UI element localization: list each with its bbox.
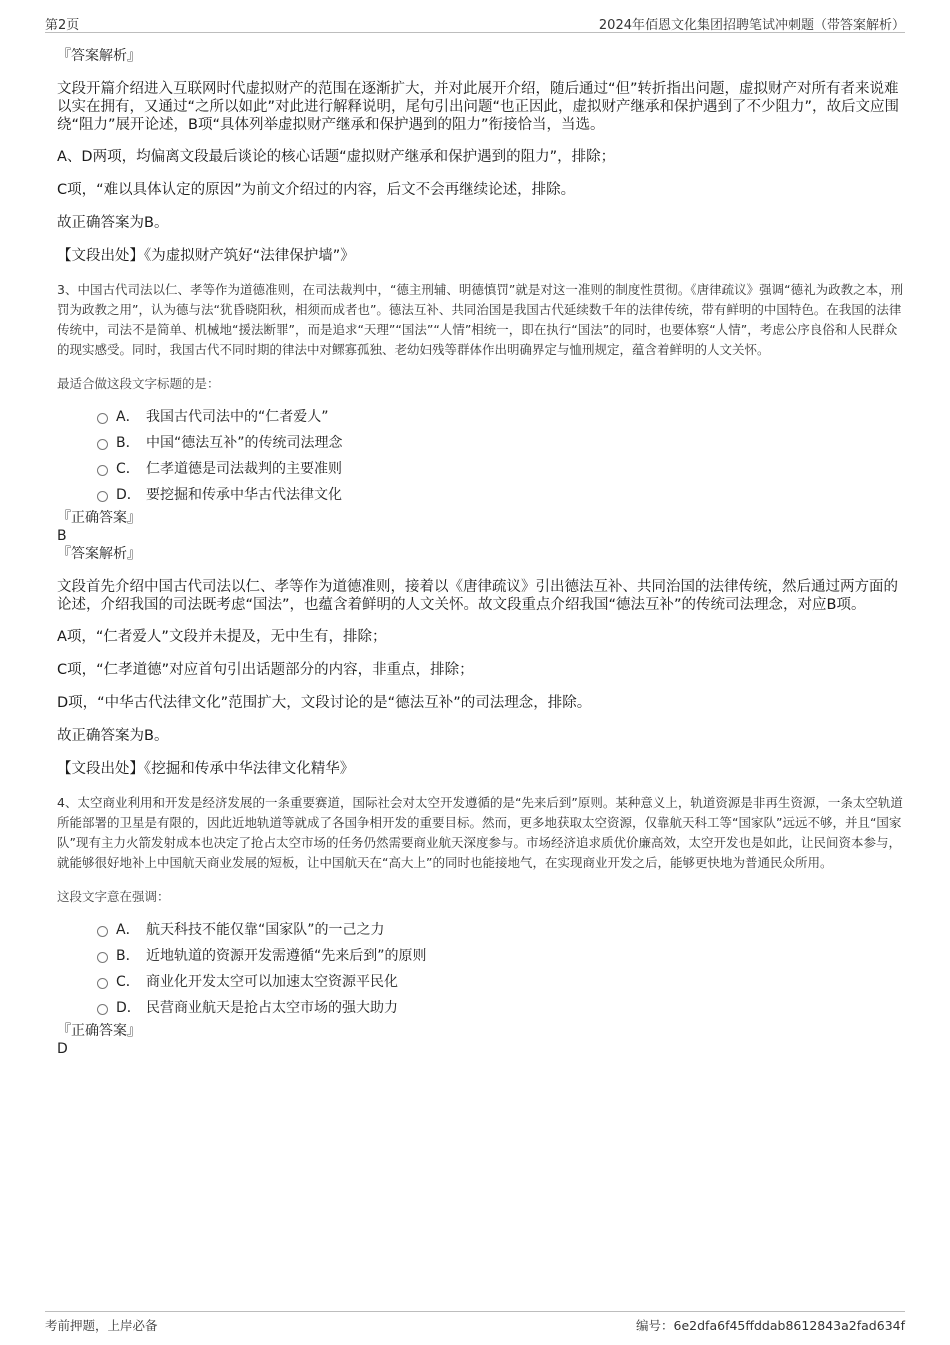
option-d[interactable]: D． 民营商业航天是抢占太空市场的强大助力	[57, 995, 905, 1021]
passage-source: 【文段出处】《为虚拟财产筑好“法律保护墙”》	[57, 248, 355, 264]
option-c[interactable]: C． 商业化开发太空可以加速太空资源平民化	[57, 969, 905, 995]
page-content	[57, 46, 905, 1057]
analysis-point: C项，“难以具体认定的原因”为前文介绍过的内容，后文不会再继续论述，排除。	[57, 182, 576, 198]
correct-answer: D	[57, 1041, 68, 1057]
answer-title: 『正确答案』	[57, 1023, 141, 1039]
document-code: 编号：6e2dfa6f45ffddab8612843a2fad634f	[636, 1318, 905, 1333]
analysis-point: D项，“中华古代法律文化”范围扩大，文段讨论的是“德法互补”的司法理念，排除。	[57, 695, 592, 711]
passage-source: 【文段出处】《挖掘和传承中华法律文化精华》	[57, 761, 355, 777]
page-number: 第2页	[45, 18, 80, 33]
radio-icon[interactable]	[97, 926, 108, 937]
radio-icon[interactable]	[97, 465, 108, 476]
page-footer	[45, 1311, 905, 1336]
page-header	[45, 10, 905, 33]
footer-slogan: 考前押题，上岸必备	[45, 1318, 158, 1333]
radio-icon[interactable]	[97, 439, 108, 450]
radio-icon[interactable]	[97, 1004, 108, 1015]
analysis-paragraph: 文段首先介绍中国古代司法以仁、孝等作为道德准则，接着以《唐律疏议》引出德法互补、共同治国的法律传统，然后通过两方面的论述，介绍我国的司法既考虑“国法”，也蕴含着鲜明的人文关怀。故文段重点介绍我国“德法互补”的传统司法理念，对应B项。	[57, 579, 898, 613]
radio-icon[interactable]	[97, 978, 108, 989]
option-a[interactable]: A． 我国古代司法中的“仁者爱人”	[57, 404, 905, 430]
radio-icon[interactable]	[97, 952, 108, 963]
option-list	[57, 917, 905, 1021]
option-c[interactable]: C． 仁孝道德是司法裁判的主要准则	[57, 456, 905, 482]
radio-icon[interactable]	[97, 491, 108, 502]
analysis-point: C项，“仁孝道德”对应首句引出话题部分的内容，非重点，排除；	[57, 662, 474, 678]
question-prompt: 最适合做这段文字标题的是：	[57, 376, 220, 391]
option-list	[57, 404, 905, 508]
question-text: 3、中国古代司法以仁、孝等作为道德准则，在司法裁判中，“德主刑辅、明德慎罚”就是对这一准则的制度性贯彻。《唐律疏议》强调“德礼为政教之本，刑罚为政教之用”，认为德与法“犹昏晓阳秋，相须而成者也”。德法互补、共同治国是我国古代延续数千年的法律传统，带有鲜明的中国特色。在我国的法律传统中，司法不是简单、机械地“援法断罪”，而是追求“天理”“国法”“人情”相统一，即在执行“国法”的同时，也要体察“人情”，考虑公序良俗和人民群众的现实感受。同时，我国古代不同时期的律法中对鳏寡孤独、老幼妇残等群体作出明确界定与恤刑规定，蕴含着鲜明的人文关怀。	[57, 282, 904, 357]
radio-icon[interactable]	[97, 413, 108, 424]
question-prompt: 这段文字意在强调：	[57, 889, 170, 904]
option-b[interactable]: B． 中国“德法互补”的传统司法理念	[57, 430, 905, 456]
analysis-title: 『答案解析』	[57, 48, 141, 64]
answer-title: 『正确答案』	[57, 510, 141, 526]
analysis-point: A、D两项，均偏离文段最后谈论的核心话题“虚拟财产继承和保护遇到的阻力”，排除；	[57, 149, 616, 165]
document-title: 2024年佰恩文化集团招聘笔试冲刺题（带答案解析）	[598, 18, 905, 33]
option-b[interactable]: B． 近地轨道的资源开发需遵循“先来后到”的原则	[57, 943, 905, 969]
analysis-paragraph: 文段开篇介绍进入互联网时代虚拟财产的范围在逐渐扩大，并对此展开介绍，随后通过“但”转折指出问题，虚拟财产对所有者来说难以实在拥有，又通过“之所以如此”对此进行解释说明，尾句引出问题“也正因此，虚拟财产继承和保护遇到了不少阻力”，故后文应围绕“阻力”展开论述，B项“具体列举虚拟财产继承和保护遇到的阻力”衔接恰当，当选。	[57, 81, 900, 133]
option-d[interactable]: D． 要挖掘和传承中华古代法律文化	[57, 482, 905, 508]
analysis-conclusion: 故正确答案为B。	[57, 728, 169, 744]
analysis-conclusion: 故正确答案为B。	[57, 215, 169, 231]
option-a[interactable]: A． 航天科技不能仅靠“国家队”的一己之力	[57, 917, 905, 943]
correct-answer: B	[57, 528, 67, 544]
question-text: 4、太空商业利用和开发是经济发展的一条重要赛道，国际社会对太空开发遵循的是“先来后到”原则。某种意义上，轨道资源是非再生资源，一条太空轨道所能部署的卫星是有限的，因此近地轨道等就成了各国争相开发的重要目标。然而，更多地获取太空资源，仅靠航天科工等“国家队”远远不够，并且“国家队”现有主力火箭发射成本也决定了抢占太空市场的任务仍然需要商业航天深度参与。市场经济追求质优价廉高效，太空开发也是如此，让民间资本参与，就能够很好地补上中国航天商业发展的短板，让中国航天在“高大上”的同时也能接地气，在实现商业开发之后，能够更快地为普通民众所用。	[57, 795, 903, 870]
analysis-point: A项，“仁者爱人”文段并未提及，无中生有，排除；	[57, 629, 387, 645]
analysis-title: 『答案解析』	[57, 546, 141, 562]
